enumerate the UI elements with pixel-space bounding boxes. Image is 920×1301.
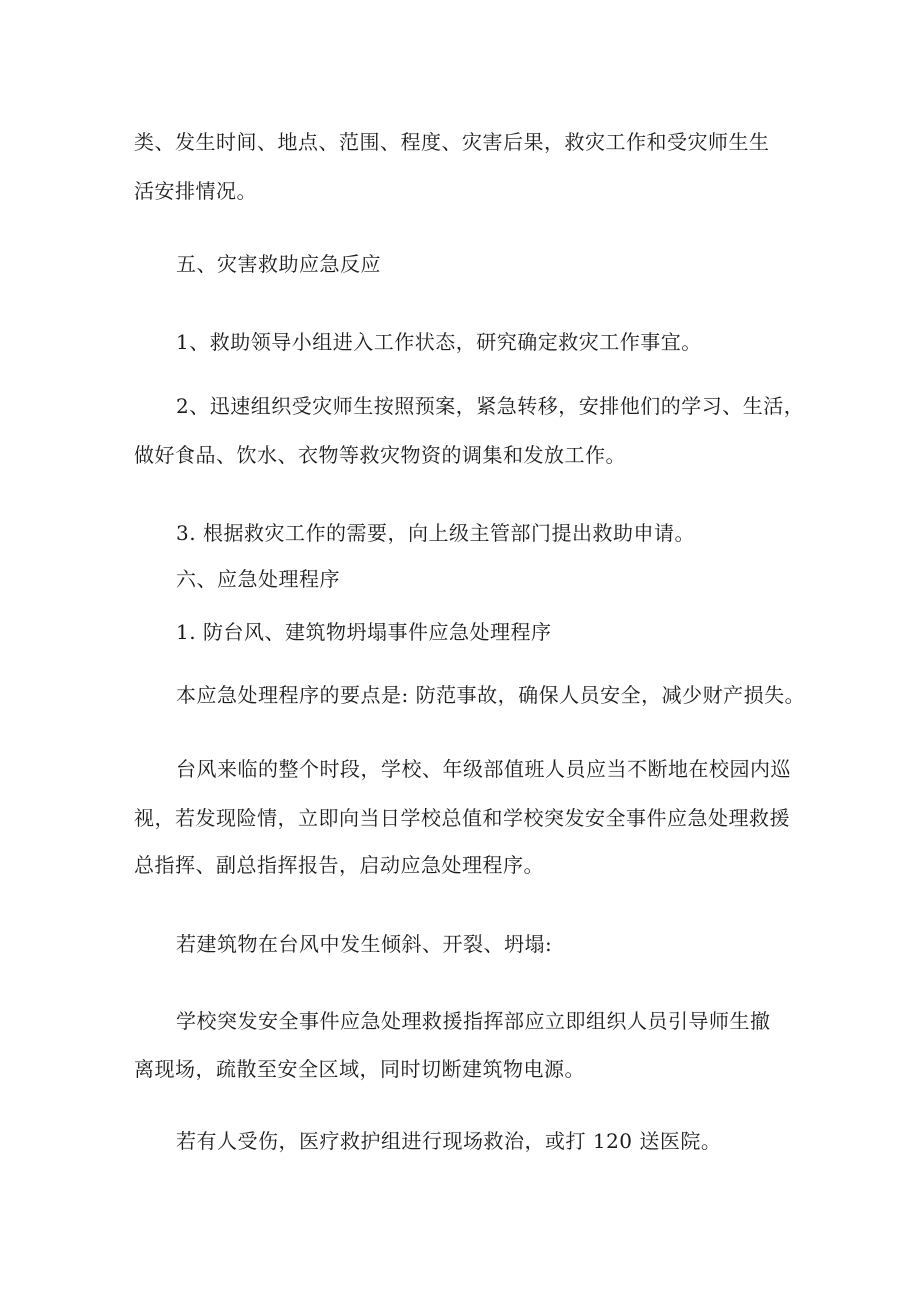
evacuation-paragraph-line: 离现场，疏散至安全区域，同时切断建筑物电源。 [134, 1057, 585, 1081]
list-item-3: 3. 根据救灾工作的需要，向上级主管部门提出救助申请。 [176, 521, 695, 545]
collapse-intro: 若建筑物在台风中发生倾斜、开裂、坍塌: [176, 932, 553, 956]
subheading-1: 1. 防台风、建筑物坍塌事件应急处理程序 [176, 620, 552, 644]
typhoon-paragraph-line: 总指挥、副总指挥报告，启动应急处理程序。 [134, 853, 544, 877]
list-item-2-line: 2、迅速组织受灾师生按照预案，紧急转移，安排他们的学习、生活， [176, 394, 805, 418]
section-heading-five: 五、灾害救助应急反应 [176, 252, 381, 276]
paragraph-line: 活安排情况。 [134, 179, 257, 203]
evacuation-paragraph-line: 学校突发安全事件应急处理救援指挥部应立即组织人员引导师生撤 [176, 1009, 771, 1033]
list-item-1: 1、救助领导小组进入工作状态，研究确定救灾工作事宜。 [176, 330, 702, 354]
injury-paragraph: 若有人受伤，医疗救护组进行现场救治，或打 120 送医院。 [176, 1129, 722, 1153]
paragraph-line: 类、发生时间、地点、范围、程度、灾害后果，救灾工作和受灾师生生 [134, 130, 770, 154]
typhoon-paragraph-line: 视，若发现险情，立即向当日学校总值和学校突发安全事件应急处理救援 [134, 806, 790, 830]
section-heading-six: 六、应急处理程序 [176, 567, 340, 591]
list-item-2-line: 做好食品、饮水、衣物等救灾物资的调集和发放工作。 [134, 443, 626, 467]
typhoon-paragraph-line: 台风来临的整个时段，学校、年级部值班人员应当不断地在校园内巡 [176, 757, 791, 781]
key-points-paragraph: 本应急处理程序的要点是: 防范事故，确保人员安全，减少财产损失。 [176, 683, 806, 707]
